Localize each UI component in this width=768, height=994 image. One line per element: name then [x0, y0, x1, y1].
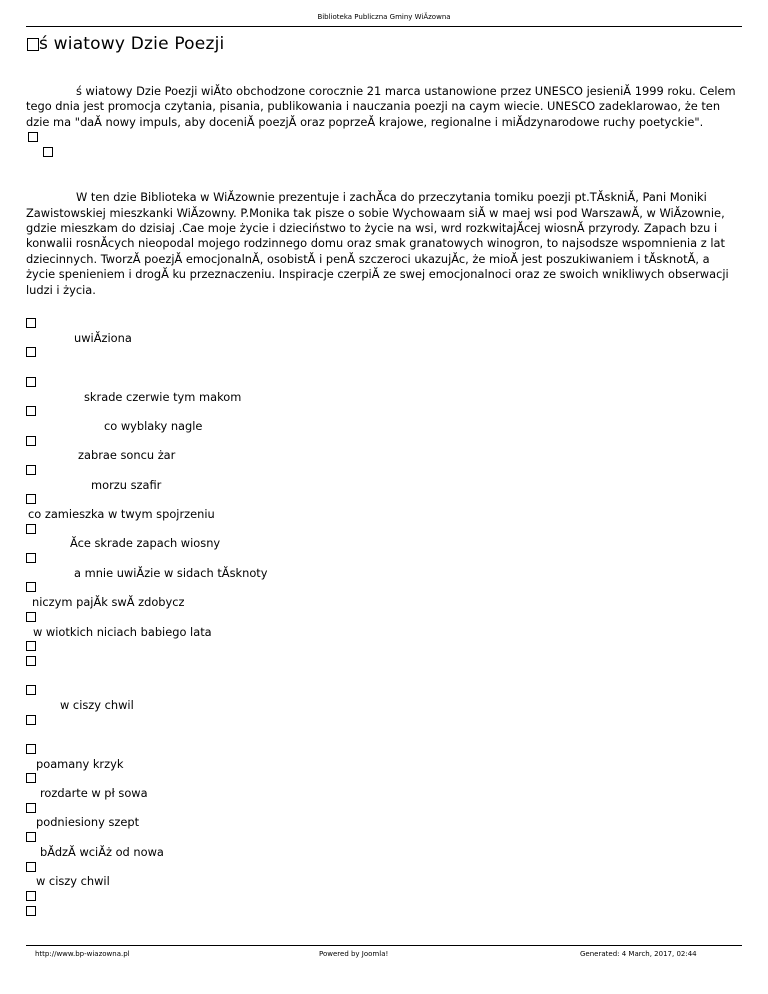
missing-glyph-icon	[26, 318, 36, 328]
missing-glyph-icon	[26, 656, 36, 666]
poem	[26, 316, 742, 918]
missing-glyph-icon	[26, 891, 36, 901]
article-title-text: ś wiatowy Dzie Poezji	[39, 34, 225, 54]
poem-title: uwiĂziona	[74, 330, 132, 345]
missing-glyph-icon	[26, 612, 36, 622]
poem-line: niczym pajĂk swĂ zdobycz	[32, 595, 185, 610]
poem-line: co wyblaky nagle	[104, 418, 203, 433]
intro-paragraph	[26, 84, 742, 130]
footer-powered-by: Powered by Joomla!	[319, 950, 389, 958]
missing-glyph-icon	[26, 494, 36, 504]
poem-line: co zamieszka w twym spojrzeniu	[28, 507, 215, 521]
missing-glyph-icon	[26, 803, 36, 813]
poem-line: zabrae soncu żar	[78, 448, 176, 463]
missing-glyph-icon	[26, 406, 36, 416]
poem-line: Ăce skrade zapach wiosny	[70, 536, 221, 551]
missing-glyph-icon	[26, 641, 36, 651]
footer-divider	[26, 945, 742, 946]
article-body	[26, 84, 742, 918]
poem-line: bĂdzĂ wciĂż od nowa	[40, 844, 164, 859]
missing-glyph-icon	[43, 147, 53, 157]
missing-glyph-icon	[26, 773, 36, 783]
missing-glyph-icon	[26, 377, 36, 387]
site-header: Biblioteka Publiczna Gminy WiĂzowna	[317, 13, 451, 21]
header-divider	[26, 26, 742, 27]
poem-line: rozdarte w pł sowa	[40, 786, 148, 801]
missing-glyph-icon	[28, 132, 38, 142]
poem-line: w ciszy chwil	[60, 697, 134, 712]
missing-glyph-icon	[26, 832, 36, 842]
missing-glyph-icon	[27, 38, 39, 51]
missing-glyph-icon	[26, 347, 36, 357]
missing-glyph-icon	[26, 436, 36, 446]
poem-line: a mnie uwiĂzie w sidach tĂsknoty	[74, 565, 268, 580]
poem-line: podniesiony szept	[36, 815, 140, 830]
author-paragraph	[26, 190, 742, 298]
intro-paragraph-text: ś wiatowy Dzie Poezji wiĂto obchodzone corocznie 21 marca ustanowione przez UNESCO jesieniĂ 1999 roku. Celem tego dnia jest promocja czytania, pisania, publikowania i nauczania poezji na caym wiecie. UNESCO zadeklarowao, że ten dzie ma "daĂ nowy impuls, aby doceniĂ poezjĂ oraz poprzeĂ krajowe, regionalne i miĂdzynarodowe ruchy poetyckie".	[26, 84, 736, 129]
missing-glyph-icon	[26, 553, 36, 563]
poem-line: w wiotkich niciach babiego lata	[33, 624, 212, 639]
footer-generated-date: Generated: 4 March, 2017, 02:44	[580, 950, 697, 958]
author-paragraph-text: W ten dzie Biblioteka w WiĂzownie prezentuje i zachĂca do przeczytania tomiku poezji pt.TĂskniĂ, Pani Moniki Zawistowskiej mieszkanki WiĂzowny. P.Monika tak pisze o sobie Wychowaam siĂ w maej wsi pod WarszawĂ, w WiĂzownie, gdzie mieszkam do dzisiaj .Cae moje życie i dzieciństwo to życie na wsi, wrd rozkwitajĂcej wiosnĂ przyrody. Zapach bzu i konwalii rosnĂcych nieopodal mojego rodzinnego domu oraz smak granatowych winogron, to najsodsze wspomnienia z lat dziecinnych. TworzĂ poezjĂ emocjonalnĂ, osobistĂ i penĂ szczeroci ukazujĂc, że mioĂ jest poszukiwaniem i tĂsknotĂ, a życie spenieniem i drogĂ ku przeznaczeniu. Inspiracje czerpiĂ ze swej emocjonalnoci oraz ze swoich wnikliwych obserwacji ludzi i życia.	[26, 190, 729, 297]
poem-line: skrade czerwie tym makom	[84, 389, 242, 404]
missing-glyph-icon	[26, 715, 36, 725]
poem-line: w ciszy chwil	[36, 874, 110, 889]
article-title	[27, 34, 224, 54]
missing-glyph-icon	[26, 744, 36, 754]
footer-url-link[interactable]: http://www.bp-wiazowna.pl	[35, 950, 130, 958]
poem-line: morzu szafir	[91, 477, 162, 492]
missing-glyph-icon	[26, 685, 36, 695]
missing-glyph-icon	[26, 862, 36, 872]
poem-line: poamany krzyk	[36, 756, 124, 771]
missing-glyph-icon	[26, 906, 36, 916]
missing-glyph-icon	[26, 465, 36, 475]
missing-glyph-icon	[26, 582, 36, 592]
missing-glyph-icon	[26, 524, 36, 534]
